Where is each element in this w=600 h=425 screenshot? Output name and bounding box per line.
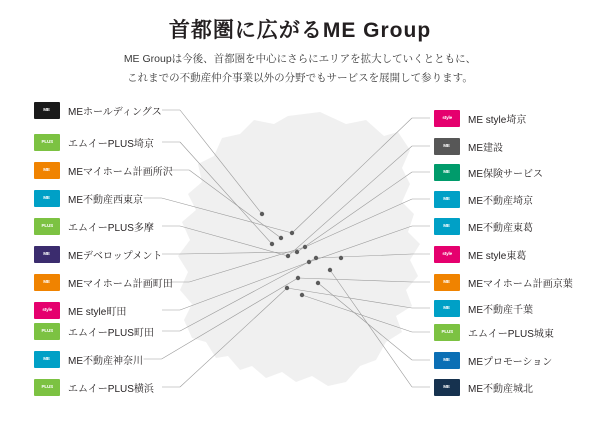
company-logo-text: ME bbox=[443, 195, 451, 202]
company-label: ME建設 bbox=[468, 142, 503, 154]
company-logo-icon bbox=[34, 190, 60, 207]
company-item[interactable] bbox=[434, 107, 526, 129]
company-label: ME不動産神奈川 bbox=[68, 355, 143, 367]
company-logo-icon bbox=[34, 162, 60, 179]
company-label: ME保険サービス bbox=[468, 168, 543, 180]
company-item[interactable] bbox=[34, 215, 154, 237]
company-logo-text: ME bbox=[443, 383, 451, 390]
company-logo-text: ME bbox=[443, 356, 451, 363]
company-logo-text: ME bbox=[43, 355, 51, 362]
company-logo-icon bbox=[434, 218, 460, 235]
company-item[interactable] bbox=[34, 320, 154, 342]
company-logo-text: PLUS bbox=[41, 383, 53, 390]
company-label: ME style東葛 bbox=[468, 250, 527, 262]
company-label: エムイーPLUS多摩 bbox=[68, 222, 154, 234]
company-item[interactable] bbox=[434, 271, 573, 293]
company-label: MEマイホーム計画京葉 bbox=[468, 278, 573, 290]
company-logo-icon bbox=[34, 351, 60, 368]
company-logo-text: ME bbox=[443, 278, 451, 285]
company-logo-icon bbox=[34, 274, 60, 291]
company-logo-text: ME bbox=[443, 222, 451, 229]
company-logo-icon bbox=[434, 246, 460, 263]
company-item[interactable] bbox=[34, 243, 162, 265]
company-item[interactable] bbox=[34, 376, 154, 398]
company-item[interactable] bbox=[434, 376, 533, 398]
company-logo-text: ME bbox=[443, 304, 451, 311]
company-logo-icon bbox=[434, 352, 460, 369]
company-logo-text: ME bbox=[443, 142, 451, 149]
company-item[interactable] bbox=[434, 349, 552, 371]
company-label: エムイーPLUS町田 bbox=[68, 327, 154, 339]
company-label: エムイーPLUS城東 bbox=[468, 328, 554, 340]
company-item[interactable] bbox=[434, 243, 526, 265]
company-label: ME不動産埼京 bbox=[468, 195, 533, 207]
company-logo-icon bbox=[34, 134, 60, 151]
company-logo-icon bbox=[34, 323, 60, 340]
company-logo-text: style bbox=[42, 306, 52, 313]
company-logo-text: ME bbox=[43, 250, 51, 257]
subtitle-line-2: これまでの不動産仲介事業以外の分野でもサービスを展開して参ります。 bbox=[127, 72, 473, 85]
company-logo-text: PLUS bbox=[441, 328, 453, 335]
company-item[interactable] bbox=[434, 321, 554, 343]
company-logo-icon bbox=[434, 324, 460, 341]
company-label: MEマイホーム計画町田 bbox=[68, 278, 173, 290]
company-item[interactable] bbox=[34, 131, 154, 153]
company-item[interactable] bbox=[34, 299, 126, 321]
company-label: MEプロモーション bbox=[468, 356, 553, 368]
company-logo-text: style bbox=[442, 114, 452, 121]
company-label: ME style町田 bbox=[68, 306, 127, 318]
company-logo-text: ME bbox=[43, 166, 51, 173]
company-logo-icon bbox=[34, 379, 60, 396]
company-logo-icon bbox=[34, 302, 60, 319]
company-item[interactable] bbox=[434, 161, 543, 183]
company-logo-icon bbox=[434, 379, 460, 396]
company-item[interactable] bbox=[434, 297, 533, 319]
company-logo-text: ME bbox=[43, 106, 51, 113]
subtitle-line-1: ME Groupは今後、首都圏を中心にさらにエリアを拡大していくとともに、 bbox=[123, 53, 477, 65]
company-item[interactable] bbox=[434, 215, 533, 237]
company-item[interactable] bbox=[34, 99, 162, 121]
company-logo-text: PLUS bbox=[41, 327, 53, 334]
company-logo-text: ME bbox=[443, 168, 451, 175]
company-logo-icon bbox=[434, 164, 460, 181]
company-item[interactable] bbox=[434, 135, 503, 157]
company-label: MEマイホーム計画所沢 bbox=[68, 166, 173, 178]
company-logo-icon bbox=[434, 274, 460, 291]
company-logo-icon bbox=[434, 300, 460, 317]
company-label: MEホールディングス bbox=[68, 106, 162, 118]
company-label: ME不動産西東京 bbox=[68, 194, 143, 206]
company-label: エムイーPLUS横浜 bbox=[68, 383, 154, 395]
company-item[interactable] bbox=[34, 159, 173, 181]
company-label: ME style埼京 bbox=[468, 114, 527, 126]
company-logo-icon bbox=[34, 102, 60, 119]
company-logo-icon bbox=[434, 110, 460, 127]
company-logo-icon bbox=[34, 246, 60, 263]
company-logo-text: PLUS bbox=[41, 222, 53, 229]
company-logo-text: ME bbox=[43, 194, 51, 201]
company-logo-text: PLUS bbox=[41, 138, 53, 145]
company-item[interactable] bbox=[434, 188, 533, 210]
company-label: ME不動産東葛 bbox=[468, 222, 533, 234]
company-logo-text: ME bbox=[43, 278, 51, 285]
company-label: ME不動産千葉 bbox=[468, 304, 533, 316]
company-label: MEデベロップメント bbox=[68, 250, 163, 262]
company-logo-icon bbox=[34, 218, 60, 235]
page-title: 首都圏に広がるME Group bbox=[168, 19, 432, 42]
company-item[interactable] bbox=[34, 187, 143, 209]
company-label: ME不動産城北 bbox=[468, 383, 533, 395]
company-logo-icon bbox=[434, 138, 460, 155]
company-label: エムイーPLUS埼京 bbox=[68, 138, 154, 150]
company-item[interactable] bbox=[34, 271, 173, 293]
company-logo-text: style bbox=[442, 250, 452, 257]
company-logo-icon bbox=[434, 191, 460, 208]
company-item[interactable] bbox=[34, 348, 143, 370]
